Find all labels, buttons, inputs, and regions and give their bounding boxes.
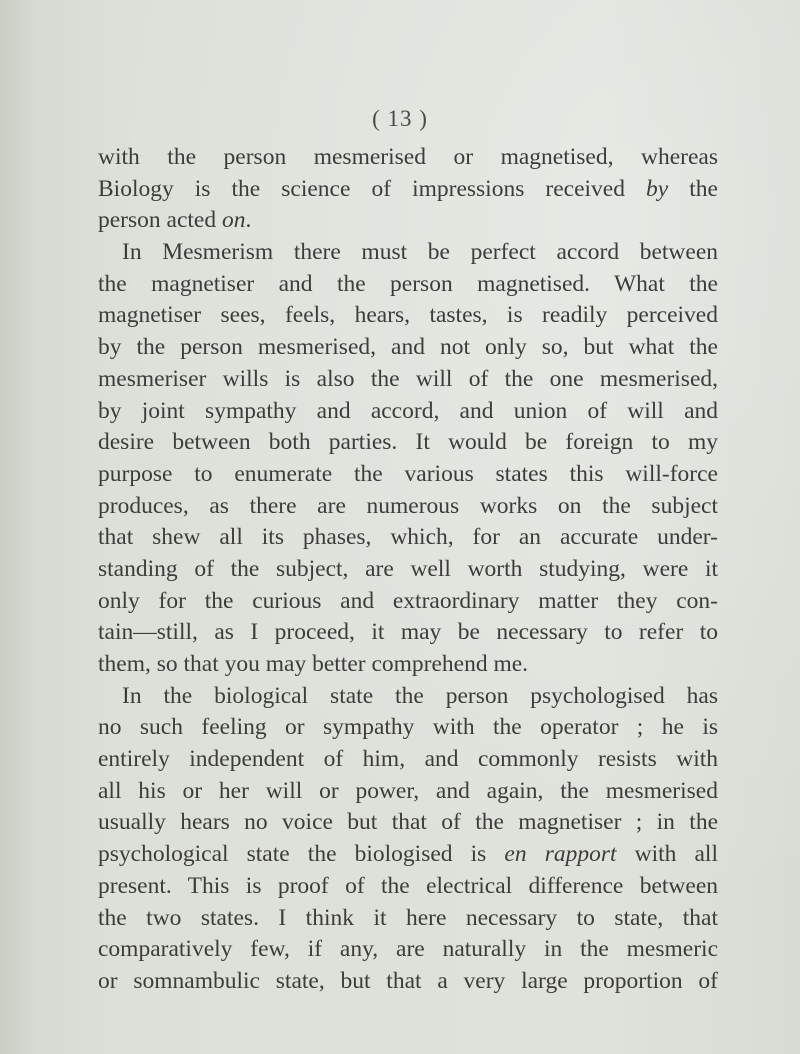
text-line: by the person mesmerised, and not only so, but what the: [98, 334, 718, 361]
text-line: person acted on.: [98, 207, 252, 234]
text-line: by joint sympathy and accord, and union of will and: [98, 397, 718, 424]
text-line: In the biological state the person psychologised has: [122, 682, 718, 709]
text-line: only for the curious and extraordinary matter they con-: [98, 587, 718, 614]
text-line: all his or her will or power, and again, the mesmerised: [98, 777, 718, 804]
text-line: usually hears no voice but that of the magnetiser ; in the: [98, 809, 718, 836]
text-line: Biology is the science of impressions received by the: [98, 175, 718, 202]
text-line: tain—still, as I proceed, it may be necessary to refer to: [98, 619, 718, 646]
text-line: psychological state the biologised is en rapport with all: [98, 841, 718, 868]
text-line: entirely independent of him, and commonly resists with: [98, 746, 718, 773]
text-line: magnetiser sees, feels, hears, tastes, is readily perceived: [98, 302, 718, 329]
text-line: standing of the subject, are well worth studying, were it: [98, 555, 718, 582]
body-text: [98, 142, 718, 998]
text-line: or somnambulic state, but that a very large proportion of: [98, 967, 718, 994]
text-line: with the person mesmerised or magnetised, whereas: [98, 144, 718, 170]
text-line: them, so that you may better comprehend me.: [98, 651, 529, 677]
page-number: ( 13 ): [372, 106, 428, 131]
text-line: present. This is proof of the electrical difference between: [98, 872, 718, 899]
text-line: purpose to enumerate the various states this will-force: [98, 460, 718, 487]
text-line: In Mesmerism there must be perfect accord between: [122, 239, 718, 266]
text-line: mesmeriser wills is also the will of the one mesmerised,: [98, 365, 718, 392]
text-line: desire between both parties. It would be foreign to my: [98, 429, 718, 456]
text-line: the magnetiser and the person magnetised. What the: [98, 270, 718, 297]
text-line: no such feeling or sympathy with the operator ; he is: [98, 714, 718, 741]
text-line: comparatively few, if any, are naturally in the mesmeric: [98, 936, 718, 963]
text-line: that shew all its phases, which, for an accurate under-: [98, 524, 718, 551]
text-line: produces, as there are numerous works on the subject: [98, 492, 718, 519]
text-line: the two states. I think it here necessary to state, that: [98, 904, 718, 931]
